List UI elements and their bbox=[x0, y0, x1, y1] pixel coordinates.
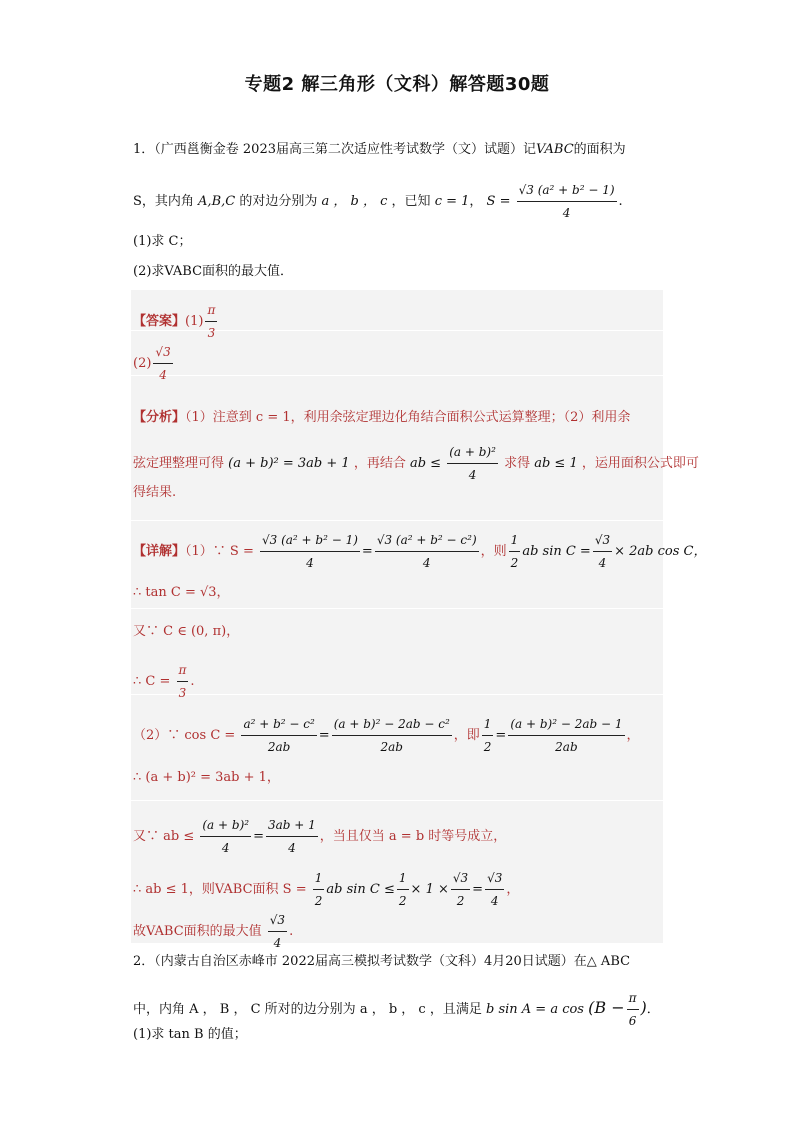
q2-line-1: 2．（内蒙古自治区赤峰市 2022届高三模拟考试数学（文科）4月20日试题）在△ ABC bbox=[133, 954, 631, 969]
detail-line-3: 又∵ C ∈ (0, π)， bbox=[133, 624, 240, 639]
answer-1: 【答案】(1) $\frac{\pi}{3}$ bbox=[133, 300, 219, 343]
analysis-line-1: 【分析】（1）注意到 c = 1，利用余弦定理边化角结合面积公式运算整理；（2）利用余 bbox=[133, 410, 631, 425]
area-fraction: $\frac{\text{√3 (a² + b² − 1)}}{4}$ bbox=[517, 180, 617, 223]
detail-line-8: ∴ ab ≤ 1，则VABC面积 S = $\frac{1}{2}$ ab sin C ≤ $\frac{1}{2}$ × 1 × $\frac{√3}{2}$ = $\frac{√3}{4}$ ， bbox=[133, 868, 519, 911]
q2-line-2: 中，内角 A ， B ， C 所对的边分别为 a ， b ， c ，且满足 b sin A = a cos (B − $\frac{\pi}{6}$ )． bbox=[133, 988, 660, 1031]
q1-line-1: 1．（广西邕衡金卷 2023届高三第二次适应性考试数学（文）试题）记VABC的面积为 bbox=[133, 142, 626, 157]
analysis-line-3: 得结果. bbox=[133, 485, 177, 500]
q1-part-1: (1)求 C； bbox=[133, 234, 192, 249]
analysis-line-2: 弦定理整理可得 (a + b)² = 3ab + 1 ，再结合 ab ≤ $\frac{\text{(a + b)²}}{4}$ 求得 ab ≤ 1 ，运用面积公式即可 bbox=[133, 442, 699, 485]
q1-part-2: (2)求VABC面积的最大值． bbox=[133, 264, 294, 279]
q1-line-2: S，其内角 A,B,C 的对边分别为 a ， b ， c ，已知 c = 1， S = $\frac{\text{√3 (a² + b² − 1)}}{4}$ . bbox=[133, 180, 623, 223]
detail-line-9: 故VABC面积的最大值 $\frac{√3}{4}$ . bbox=[133, 910, 293, 953]
q2-part-1: (1)求 tan B 的值； bbox=[133, 1027, 247, 1042]
detail-line-5: （2）∵ cos C = $\frac{\text{a² + b² − c²}}{2ab}$ = $\frac{\text{(a + b)² − 2ab − c²}}{2ab}$ ，即 $\frac{1}{2}$ = $\frac{\text{(a + b)² − 2ab − 1}}{2ab}$ ， bbox=[133, 714, 640, 757]
detail-line-4: ∴ C = $\frac{\pi}{3}$ . bbox=[133, 660, 195, 703]
detail-line-7: 又∵ ab ≤ $\frac{\text{(a + b)²}}{4}$ = $\frac{3ab + 1}{4}$ ，当且仅当 a = b 时等号成立， bbox=[133, 815, 506, 858]
detail-line-6: ∴ (a + b)² = 3ab + 1， bbox=[133, 770, 280, 785]
answer-2: (2) $\frac{√3}{4}$ bbox=[133, 342, 175, 385]
page-title: 专题2 解三角形（文科）解答题30题 bbox=[244, 74, 550, 95]
detail-line-2: ∴ tan C = √3， bbox=[133, 585, 230, 600]
detail-line-1: 【详解】（1）∵ S = $\frac{\text{√3 (a² + b² − 1)}}{4}$ = $\frac{\text{√3 (a² + b² − c²)}}{4}$ ，则 $\frac{1}{2}$ ab sin C = $\frac{√3}{4}$ × 2ab cos C， bbox=[133, 530, 706, 573]
